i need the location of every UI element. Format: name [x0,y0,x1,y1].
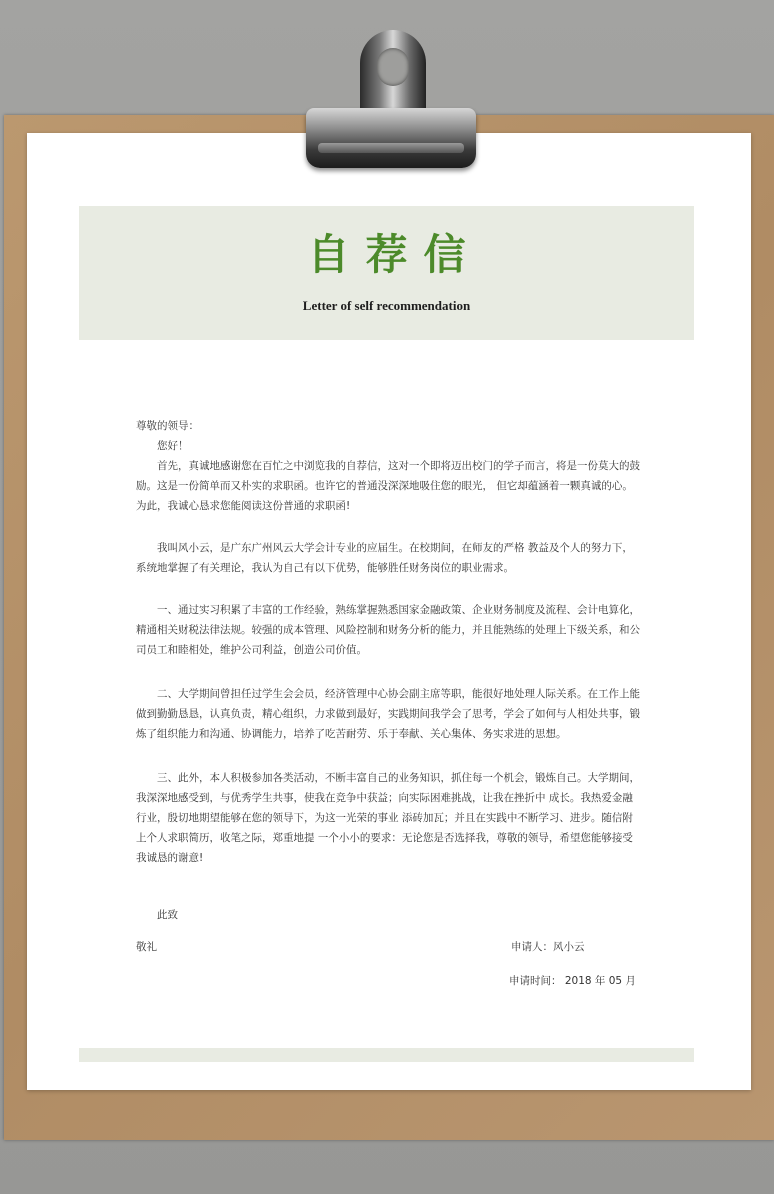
page-subtitle: Letter of self recommendation [302,298,471,313]
clip-hole [377,48,409,86]
applicant-name: 申请人：风小云 [511,941,585,953]
page-title: 自荐信 [307,230,482,279]
paragraph: 三、此外，本人积极参加各类活动，不断丰富自己的业务知识，抓住每一个机会，锻炼自己。大学期间，我深深地感受到，与优秀学生共事，使我在竞争中获益；向实际困难挑战，让我在挫折中 成长。我热爱金融行业，殷切地期望能够在您的领导下，为这一光荣的事业 添砖加瓦；并且在实践中不断学习、进步。随信附上个人求职简历，收笔之际，郑重地提 一个小小的要求：无论您是否选择我，尊敬的领导，希望您能够接受我诚恳的谢意! [136,772,640,864]
paragraph: 我叫风小云，是广东广州风云大学会计专业的应届生。在校期间，在师友的严格 教益及个人的努力下，系统地掌握了有关理论，我认为自己有以下优势，能够胜任财务岗位的职业需求。 [136,542,633,574]
salutation: 尊敬的领导： [136,420,199,432]
paragraph: 一、通过实习积累了丰富的工作经验，熟练掌握熟悉国家金融政策、企业财务制度及流程、会计电算化，精通相关财税法律法规。较强的成本管理、风险控制和财务分析的能力，并且能熟练的处理上下级关系，和公司员工和睦相处，维护公司利益，创造公司价值。 [136,604,640,656]
paragraph: 二、大学期间曾担任过学生会会员，经济管理中心协会副主席等职，能很好地处理人际关系。在工作上能做到勤勤恳恳，认真负责，精心组织，力求做到最好，实践期间我学会了思考，学会了如何与人相处共事，锻炼了组织能力和沟通、协调能力，培养了吃苦耐劳、乐于奉献、关心集体、务实求进的思想。 [136,688,640,740]
clip-plate-shine [318,143,464,153]
closing-line-1: 此致 [157,909,178,921]
clip-plate [306,108,476,168]
application-date: 申请时间： 2018 年 05 月 [509,975,636,987]
footer-banner [79,1048,694,1062]
closing-line-2: 敬礼 [136,941,157,953]
paragraph: 首先，真诚地感谢您在百忙之中浏览我的自荐信，这对一个即将迈出校门的学子而言，将是一份莫大的鼓励。这是一份简单而又朴实的求职函。也许它的普通没深深地吸住您的眼光， 但它却蕴涵着一颗真诚的心。为此，我诚心恳求您能阅读这份普通的求职函! [136,460,640,512]
binder-clip [0,0,774,190]
letter-body [136,416,641,868]
greeting: 您好！ [157,440,189,452]
